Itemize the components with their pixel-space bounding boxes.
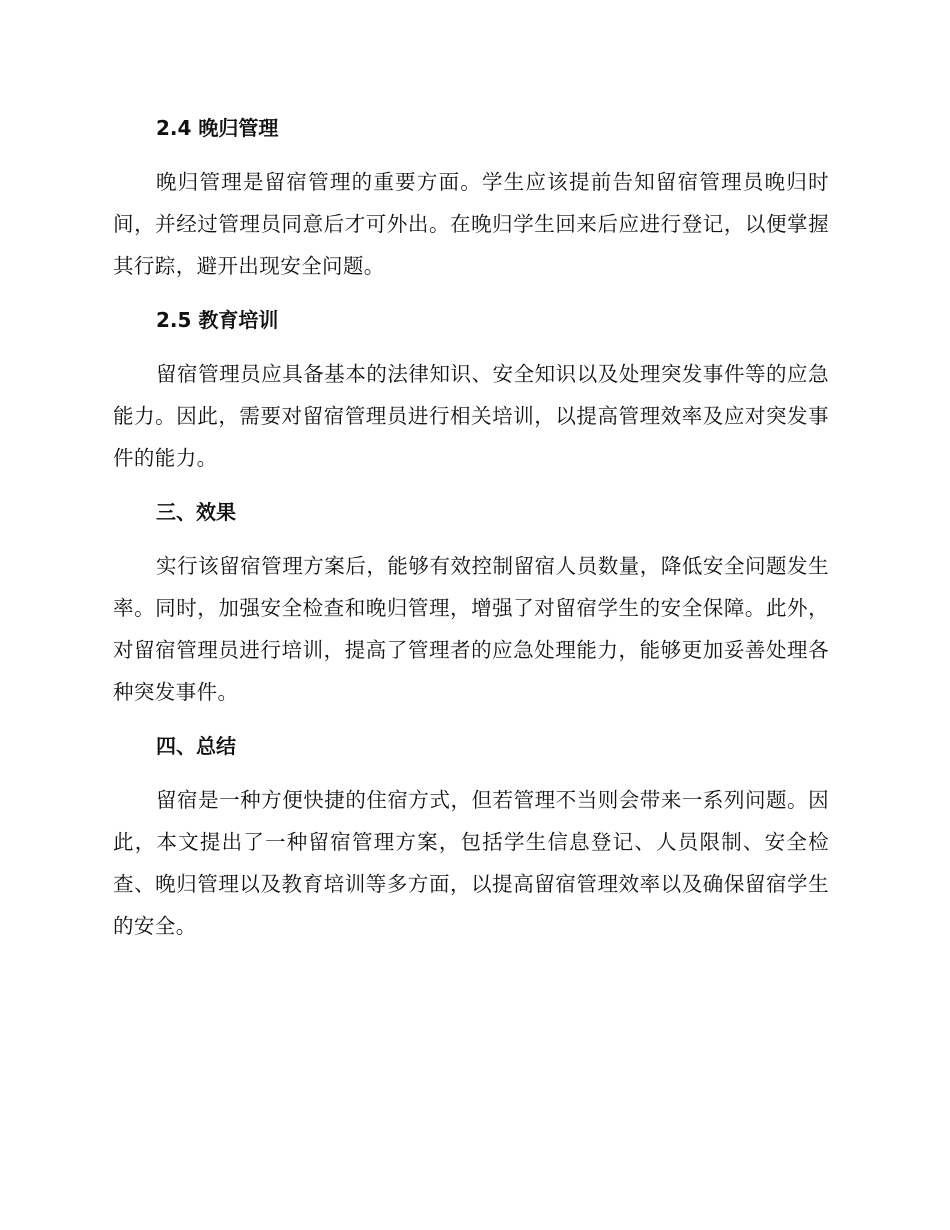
section-heading-training: 2.5 教育培训 xyxy=(156,308,279,332)
section-paragraph-summary: 留宿是一种方便快捷的住宿方式，但若管理不当则会带来一系列问题。因此，本文提出了一种留宿管理方案，包括学生信息登记、人员限制、安全检查、晚归管理以及教育培训等多方面，以提高留宿管理效率以及确保留宿学生的安全。 xyxy=(113,788,829,938)
section-paragraph-training: 留宿管理员应具备基本的法律知识、安全知识以及处理突发事件等的应急能力。因此，需要对留宿管理员进行相关培训，以提高管理效率及应对突发事件的能力。 xyxy=(113,362,829,470)
section-heading-summary: 四、总结 xyxy=(156,734,236,758)
section-paragraph-late-return: 晚归管理是留宿管理的重要方面。学生应该提前告知留宿管理员晚归时间，并经过管理员同意后才可外出。在晚归学生回来后应进行登记，以便掌握其行踪，避开出现安全问题。 xyxy=(113,170,829,278)
section-heading-late-return: 2.4 晚归管理 xyxy=(156,116,279,140)
section-paragraph-effect: 实行该留宿管理方案后，能够有效控制留宿人员数量，降低安全问题发生率。同时，加强安全检查和晚归管理，增强了对留宿学生的安全保障。此外，对留宿管理员进行培训，提高了管理者的应急处理能力，能够更加妥善处理各种突发事件。 xyxy=(113,554,829,704)
section-heading-effect: 三、效果 xyxy=(156,500,236,524)
document-body xyxy=(113,107,829,947)
